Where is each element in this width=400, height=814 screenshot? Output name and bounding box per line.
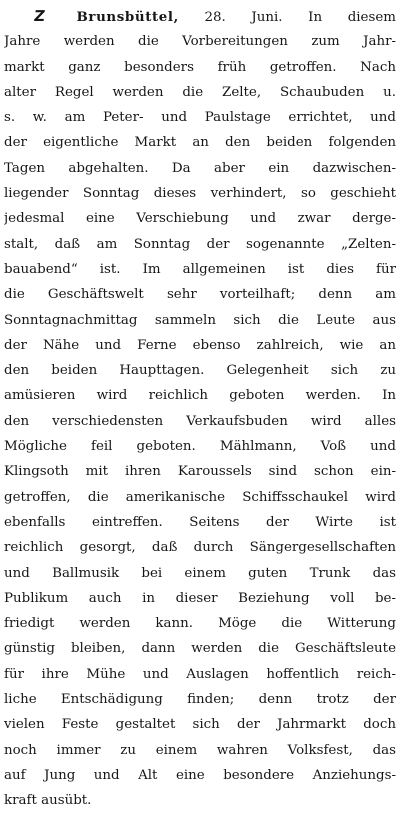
article-line: Mögliche feil geboten. Mählmann, Voß und [4, 439, 396, 455]
article-line: In diesem [308, 10, 396, 25]
article-line: den beiden Haupttagen. Gelegenheit sich zu [4, 363, 396, 379]
article-line: friedigt werden kann. Möge die Witterung [4, 616, 396, 632]
article-line: Jahre werden die Vorbereitungen zum Jahr- [4, 34, 396, 50]
newspaper-article [4, 4, 396, 814]
article-line: bauabend“ ist. Im allgemeinen ist dies für [4, 261, 396, 277]
article-line: liegender Sonntag dieses verhindert, so geschieht [4, 186, 396, 202]
article-line: die Geschäftswelt sehr vorteilhaft; denn am [4, 287, 396, 303]
article-line: amüsieren wird reichlich geboten werden. In [4, 388, 396, 404]
section-marker: Z [32, 7, 47, 25]
article-line: alter Regel werden die Zelte, Schaubuden u. [4, 84, 396, 100]
article-line: stalt, daß am Sonntag der sogenannte „Zelten- [4, 236, 396, 252]
article-line: liche Entschädigung finden; denn trotz der [4, 692, 396, 708]
article-line: Publikum auch in dieser Beziehung voll be- [4, 590, 396, 606]
article-line: und Ballmusik bei einem guten Trunk das [4, 565, 396, 581]
article-line: vielen Feste gestaltet sich der Jahrmarkt doch [4, 717, 396, 733]
article-line: getroffen, die amerikanische Schiffsschaukel wird [4, 489, 396, 505]
article-place: Brunsbüttel, [76, 9, 179, 25]
article-headline-line [4, 4, 396, 29]
article-date: 28. Juni. [204, 10, 283, 25]
article-line: reichlich gesorgt, daß durch Sängergesellschaften [4, 540, 396, 556]
article-line: Sonntagnachmittag sammeln sich die Leute aus [4, 312, 396, 328]
article-line: den verschiedensten Verkaufsbuden wird alles [4, 413, 396, 429]
article-line: jedesmal eine Verschiebung und zwar derge- [4, 211, 396, 227]
article-line: kraft ausübt. [4, 793, 92, 809]
article-line: der Nähe und Ferne ebenso zahlreich, wie an [4, 337, 396, 353]
article-line: Klingsoth mit ihren Karoussels sind schon ein- [4, 464, 396, 480]
article-line: noch immer zu einem wahren Volksfest, das [4, 742, 396, 758]
article-line: der eigentliche Markt an den beiden folgenden [4, 135, 396, 151]
article-line: für ihre Mühe und Auslagen hoffentlich reich- [4, 666, 396, 682]
article-line: ebenfalls eintreffen. Seitens der Wirte ist [4, 514, 396, 530]
article-line: s. w. am Peter- und Paulstage errichtet, und [4, 110, 396, 126]
article-line: günstig bleiben, dann werden die Geschäftsleute [4, 641, 396, 657]
article-line: markt ganz besonders früh getroffen. Nach [4, 59, 396, 75]
article-line: Tagen abgehalten. Da aber ein dazwischen- [4, 160, 396, 176]
article-line: auf Jung und Alt eine besondere Anziehungs- [4, 767, 396, 783]
